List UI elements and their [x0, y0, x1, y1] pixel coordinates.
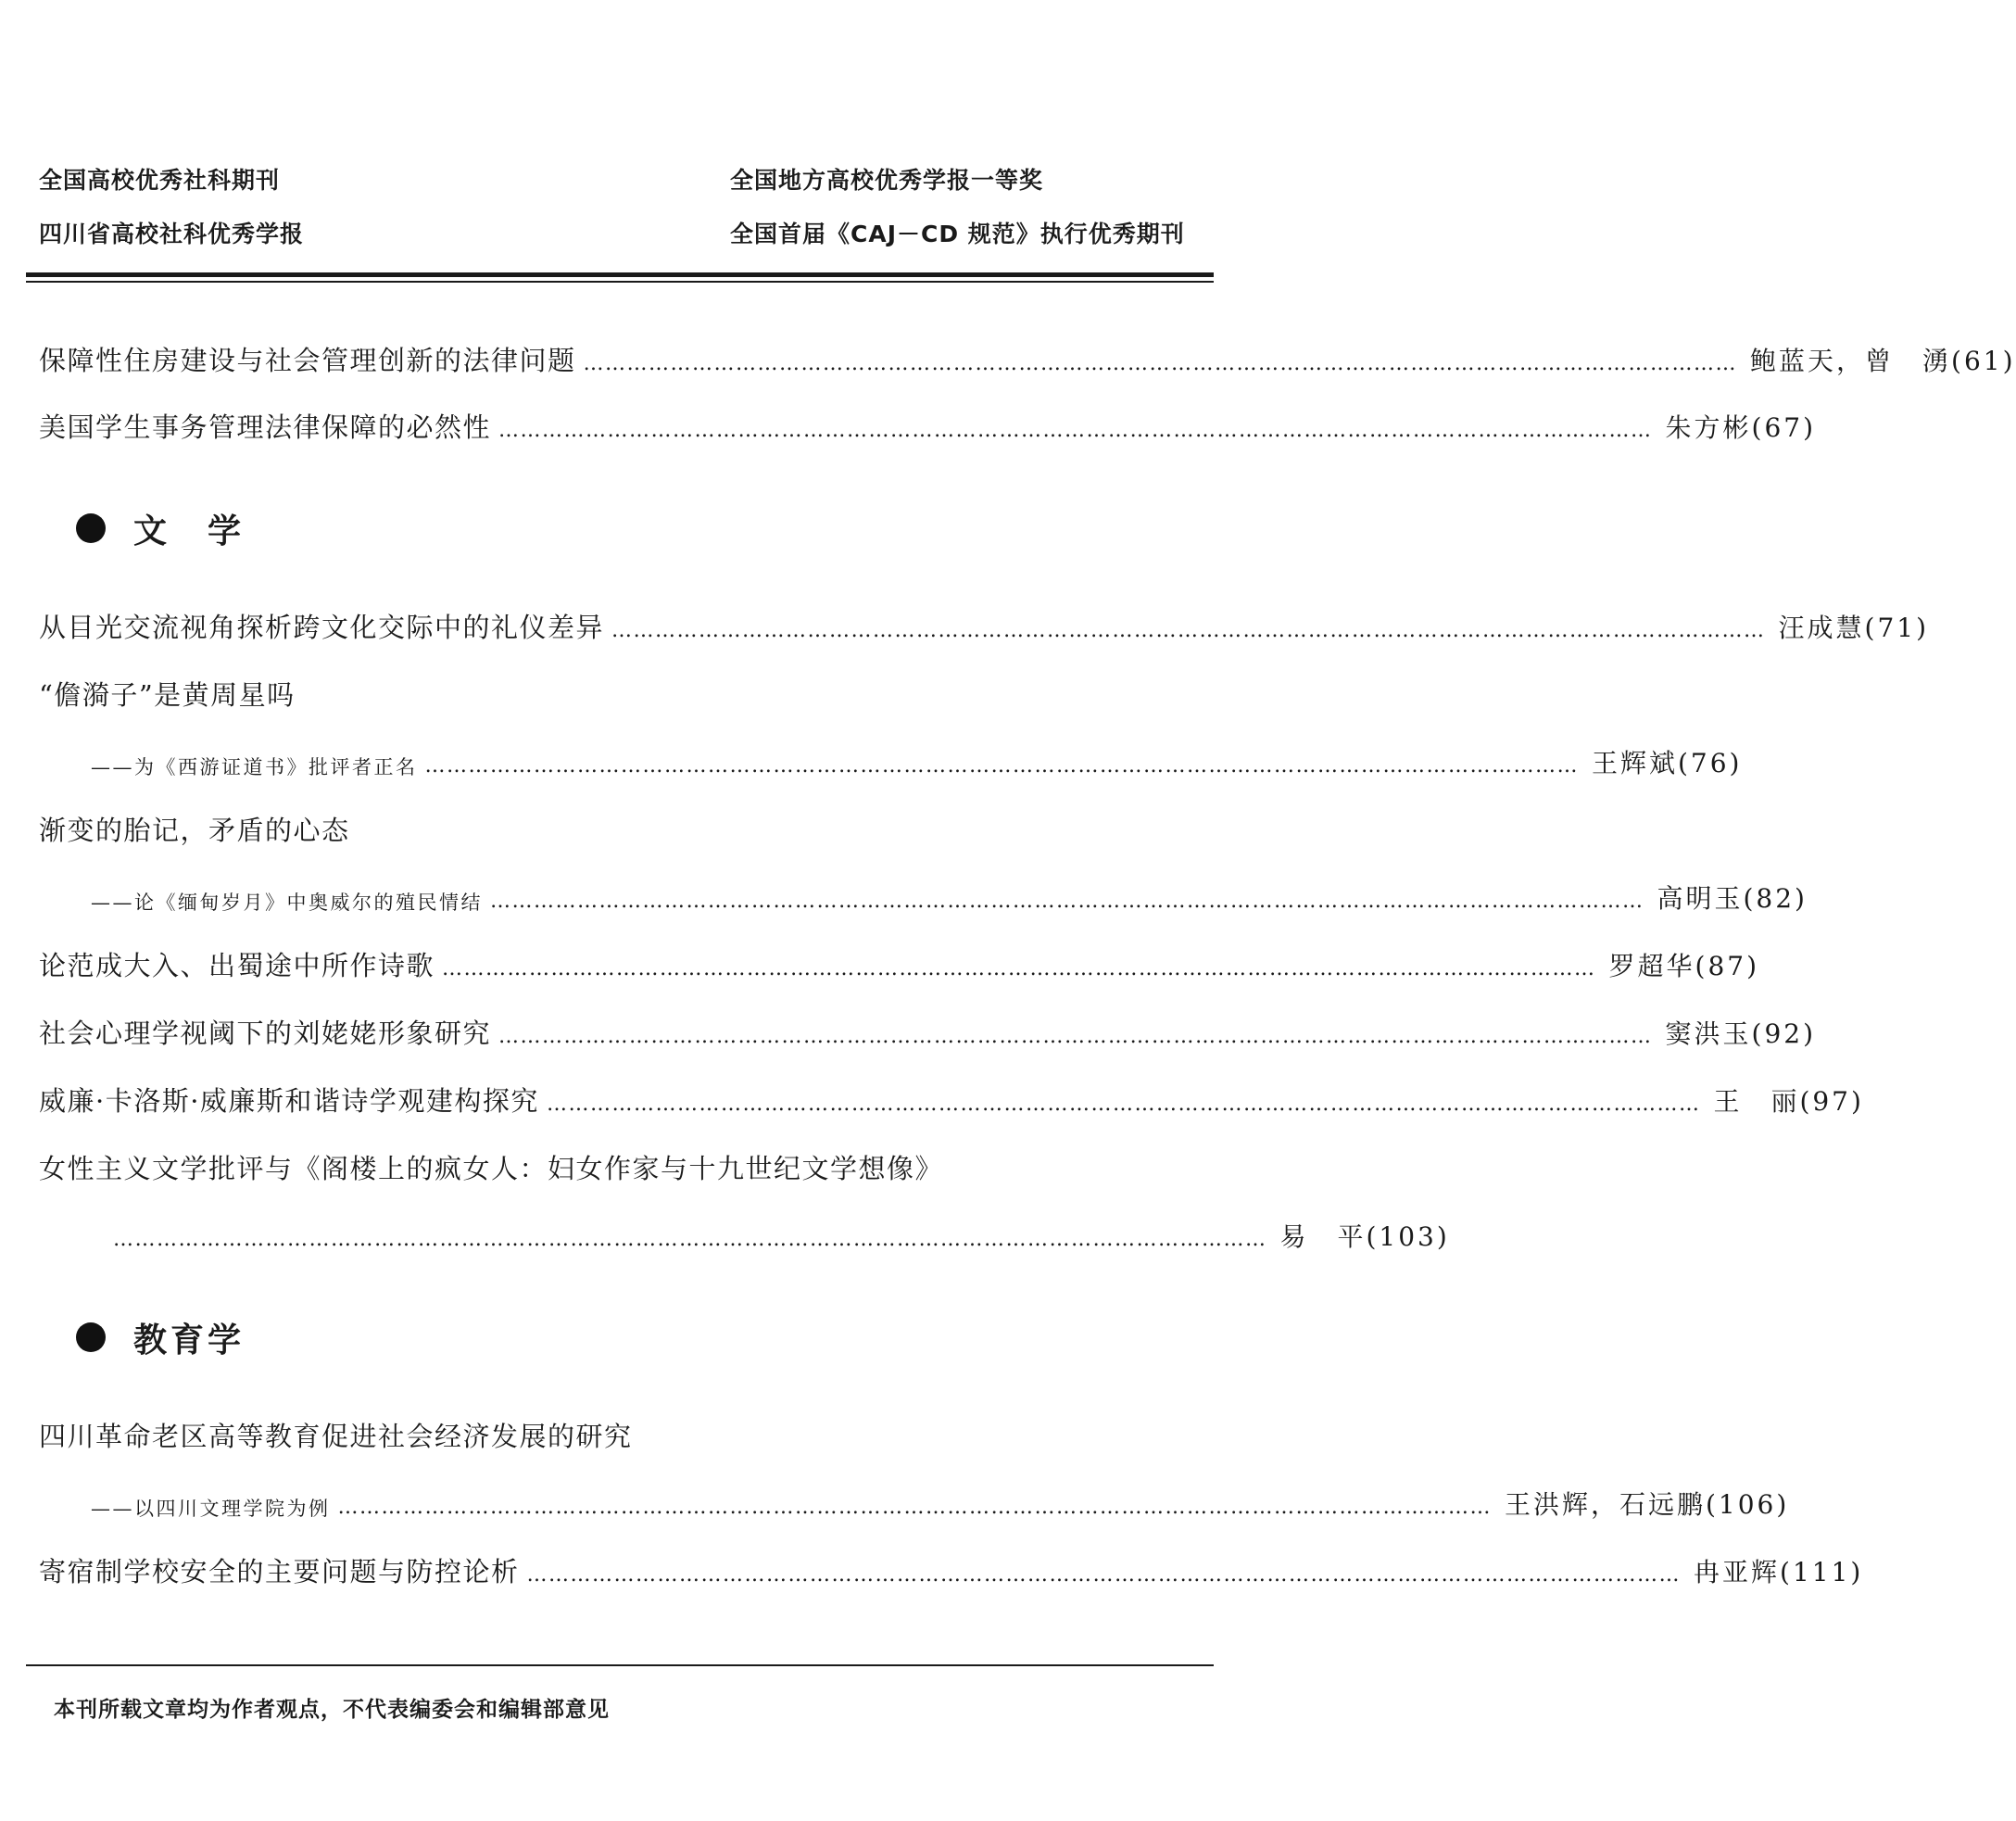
toc-entry-subtitle	[91, 1483, 1790, 1522]
toc-entry	[39, 1012, 1816, 1051]
entry-subtitle: ——为《西游证道书》批评者正名	[91, 756, 418, 778]
entry-author-page: 汪成慧(71)	[1778, 613, 1929, 643]
entry-title: 女性主义文学批评与《阁楼上的疯女人：妇女作家与十九世纪文学想像》	[39, 1153, 944, 1184]
journal-header	[39, 153, 1201, 283]
entry-author-page: 王 丽(97)	[1713, 1086, 1864, 1117]
bullet-icon	[76, 1322, 106, 1352]
header-rule-thick	[26, 272, 1214, 277]
toc-entry	[39, 406, 1816, 445]
disclaimer-note: 本刊所载文章均为作者观点，不代表编委会和编辑部意见	[54, 1698, 610, 1722]
header-award-right-1: 全国地方高校优秀学报一等奖	[730, 167, 1044, 194]
entry-author-page: 朱方彬(67)	[1665, 412, 1816, 443]
entry-author-page: 高明玉(82)	[1657, 883, 1808, 914]
leader-dots: ……………………………………………………………………………………………………………………………………………	[442, 957, 1596, 980]
entry-subtitle: ——以四川文理学院为例	[91, 1498, 331, 1520]
leader-dots: ……………………………………………………………………………………………………………………………………………	[498, 1025, 1653, 1048]
toc-entry	[39, 1415, 1196, 1454]
footer-rule	[26, 1664, 1214, 1666]
entry-author-page: 王洪辉，石远鹏(106)	[1505, 1489, 1790, 1520]
section-title: 文 学	[133, 512, 246, 550]
leader-dots: ……………………………………………………………………………………………………………………………………………	[490, 890, 1644, 913]
entry-title: 美国学生事务管理法律保障的必然性	[39, 411, 492, 443]
entry-author-page: 窦洪玉(92)	[1665, 1018, 1816, 1049]
entry-author-page: 罗超华(87)	[1608, 951, 1759, 981]
entry-title: 寄宿制学校安全的主要问题与防控论析	[39, 1556, 520, 1587]
entry-author-page: 冉亚辉(111)	[1694, 1557, 1864, 1587]
leader-dots: ……………………………………………………………………………………………………………………………………………	[546, 1093, 1701, 1116]
leader-dots: ……………………………………………………………………………………………………………………………………………	[424, 754, 1579, 778]
entry-author-page: 易 平(103)	[1279, 1221, 1450, 1252]
entry-title: 从目光交流视角探析跨文化交际中的礼仪差异	[39, 612, 605, 643]
toc-entry	[39, 674, 1196, 713]
leader-dots: ……………………………………………………………………………………………………………………………………………	[113, 1228, 1267, 1251]
leader-dots: ……………………………………………………………………………………………………………………………………………	[498, 419, 1653, 442]
toc-entry-continuation	[113, 1215, 1450, 1254]
toc-entry	[39, 1080, 1864, 1119]
toc-entry	[39, 809, 1196, 848]
entry-title: 社会心理学视阈下的刘姥姥形象研究	[39, 1018, 492, 1049]
toc-entry	[39, 944, 1759, 983]
entry-title: 论范成大入、出蜀途中所作诗歌	[39, 950, 435, 981]
entry-title: 渐变的胎记，矛盾的心态	[39, 815, 350, 846]
toc-entry	[39, 606, 1929, 645]
toc-entry	[39, 1147, 1196, 1186]
entry-subtitle: ——论《缅甸岁月》中奥威尔的殖民情结	[91, 892, 483, 914]
toc-entry-subtitle	[91, 741, 1743, 780]
toc-entry-subtitle	[91, 877, 1808, 916]
header-award-right-2: 全国首届《CAJ－CD 规范》执行优秀期刊	[730, 221, 1185, 247]
leader-dots: ……………………………………………………………………………………………………………………………………………	[611, 619, 1766, 642]
section-heading-education	[76, 1314, 245, 1360]
section-heading-literature	[76, 505, 245, 551]
header-award-left-2: 四川省高校社科优秀学报	[39, 221, 305, 247]
entry-author-page: 鲍蓝天，曾 湧(61)	[1750, 346, 2016, 376]
entry-author-page: 王辉斌(76)	[1592, 748, 1743, 778]
leader-dots: ……………………………………………………………………………………………………………………………………………	[526, 1563, 1682, 1587]
entry-title: 威廉·卡洛斯·威廉斯和谐诗学观建构探究	[39, 1085, 539, 1117]
entry-title: 保障性住房建设与社会管理创新的法律问题	[39, 345, 576, 376]
section-title: 教育学	[133, 1321, 246, 1359]
header-rule-thin	[26, 281, 1214, 283]
leader-dots: ……………………………………………………………………………………………………………………………………………	[337, 1496, 1492, 1519]
toc-entry	[39, 1550, 1864, 1589]
entry-title: “儋漪子”是黄周星吗	[39, 679, 296, 711]
leader-dots: ……………………………………………………………………………………………………………………………………………	[583, 352, 1738, 375]
toc-entry	[39, 339, 2016, 378]
entry-title: 四川革命老区高等教育促进社会经济发展的研究	[39, 1421, 633, 1452]
header-award-left-1: 全国高校优秀社科期刊	[39, 167, 281, 194]
bullet-icon	[76, 513, 106, 543]
